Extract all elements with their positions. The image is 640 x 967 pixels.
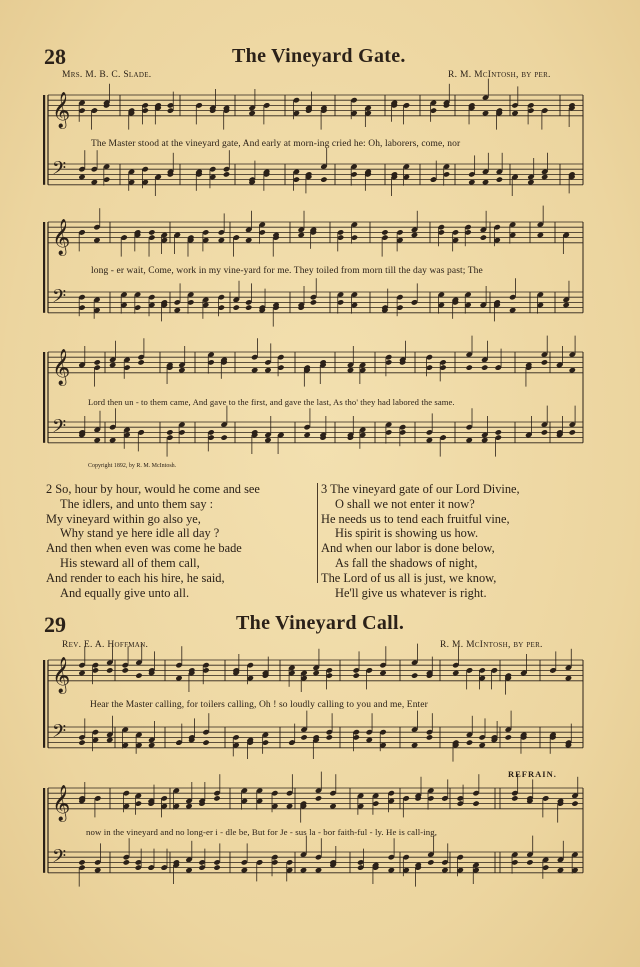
note-head	[496, 176, 503, 182]
system-brace	[43, 222, 45, 313]
system-brace	[43, 788, 45, 873]
lyric-line: Hear the Master calling, for toilers calling, Oh ! so loudly calling to you and me, Enter	[90, 700, 428, 710]
hymn-title: The Vineyard Gate.	[232, 45, 406, 67]
verse-2	[46, 482, 260, 600]
treble-clef: 𝄞	[52, 656, 71, 693]
treble-clef: 𝄞	[52, 784, 71, 821]
note-head	[480, 234, 487, 240]
lyric-line: long - er wait, Come, work in my vine-yard for me. They toiled from morn till the day was past; The	[91, 266, 483, 276]
note-head	[220, 434, 227, 440]
note-head	[78, 739, 85, 745]
note-head	[511, 795, 518, 801]
lyric-line: The Master stood at the vineyard gate, And early at morn-ing cried he: Oh, laborers, come, nor	[91, 139, 461, 149]
lyricist-credit: Mrs. M. B. C. Slade.	[62, 70, 152, 80]
note-head	[223, 171, 230, 177]
note-head	[526, 859, 533, 865]
verse-line: 3 The vineyard gate of our Lord Divine,	[321, 482, 520, 496]
lyricist-credit: Rev. E. A. Hoffman.	[62, 640, 149, 650]
verse-3	[321, 482, 520, 600]
note-head	[571, 800, 578, 806]
bass-clef: 𝄢	[52, 846, 67, 872]
verse-line: My vineyard within go also ye,	[46, 511, 201, 526]
verse-line: His steward all of them call,	[60, 555, 200, 570]
verse-line: Why stand ye here idle all day ?	[60, 526, 220, 541]
system-brace	[43, 352, 45, 443]
verse-line: He'll give us whatever is right.	[335, 585, 487, 600]
note-head	[381, 229, 388, 235]
verse-line: And when our labor is done below,	[321, 541, 495, 556]
system-brace	[43, 95, 45, 185]
composer-credit: R. M. McIntosh, by per.	[448, 70, 551, 80]
verse-line: As fall the shadows of night,	[335, 555, 478, 570]
note-head	[315, 795, 322, 801]
note-head	[505, 734, 512, 740]
note-head	[166, 429, 173, 435]
verse-line: And equally give unto all.	[60, 585, 190, 600]
verse-line: And render to each his hire, he said,	[46, 570, 225, 585]
verse-line: The Lord of us all is just, we know,	[321, 570, 497, 585]
note-head	[78, 859, 85, 865]
note-head	[411, 672, 418, 678]
note-head	[466, 739, 473, 745]
treble-clef: 𝄞	[52, 91, 71, 128]
note-head	[122, 667, 129, 673]
note-head	[320, 176, 327, 182]
refrain-label: REFRAIN.	[508, 769, 557, 779]
note-head	[541, 429, 548, 435]
verse-line: And then when even was come he bade	[46, 541, 242, 556]
note-head	[481, 364, 488, 370]
note-head	[233, 304, 240, 310]
bass-clef: 𝄢	[52, 416, 67, 442]
note-head	[300, 734, 307, 740]
hymn-number: 28	[44, 44, 66, 69]
note-head	[202, 739, 209, 745]
bass-clef: 𝄢	[52, 721, 67, 747]
note-head	[106, 667, 113, 673]
hymn-title: The Vineyard Call.	[236, 612, 405, 634]
verse-line: His spirit is showing us how.	[335, 526, 479, 541]
composer-credit: R. M. McIntosh, by per.	[440, 640, 543, 650]
note-head	[472, 800, 479, 806]
note-head	[466, 364, 473, 370]
note-head	[326, 734, 333, 740]
note-head	[93, 359, 100, 365]
verse-line: 2 So, hour by hour, would he come and see	[46, 482, 260, 496]
note-head	[135, 672, 142, 678]
treble-clef: 𝄞	[52, 218, 71, 255]
note-head	[213, 795, 220, 801]
lyric-line: now in the vineyard and no long-er i - dle be, But for Je - sus la - bor faith-ful - ly. He is call-ing,	[86, 827, 438, 837]
note-head	[495, 429, 502, 435]
note-head	[137, 359, 144, 365]
bass-clef: 𝄢	[52, 158, 67, 184]
system-brace	[43, 660, 45, 748]
note-head	[353, 672, 360, 678]
note-head	[569, 429, 576, 435]
copyright-notice: Copyright 1892, by R. M. McIntosh.	[88, 463, 177, 469]
bass-clef: 𝄢	[52, 286, 67, 312]
treble-clef: 𝄞	[52, 348, 71, 385]
hymn-number: 29	[44, 612, 66, 637]
note-head	[123, 859, 130, 865]
note-head	[426, 734, 433, 740]
verse-line: O shall we not enter it now?	[335, 496, 475, 511]
lyric-line: Lord then un - to them came, And gave to the first, and gave the last, As tho' they had labored the same.	[88, 397, 455, 407]
verse-divider	[317, 483, 318, 583]
verse-line: The idlers, and unto them say :	[60, 496, 214, 511]
note-head	[213, 864, 220, 870]
note-head	[245, 304, 252, 310]
note-head	[427, 859, 434, 865]
note-head	[541, 359, 548, 365]
verse-line: He needs us to tend each fruitful vine,	[321, 511, 510, 526]
note-head	[310, 299, 317, 305]
note-head	[148, 229, 155, 235]
